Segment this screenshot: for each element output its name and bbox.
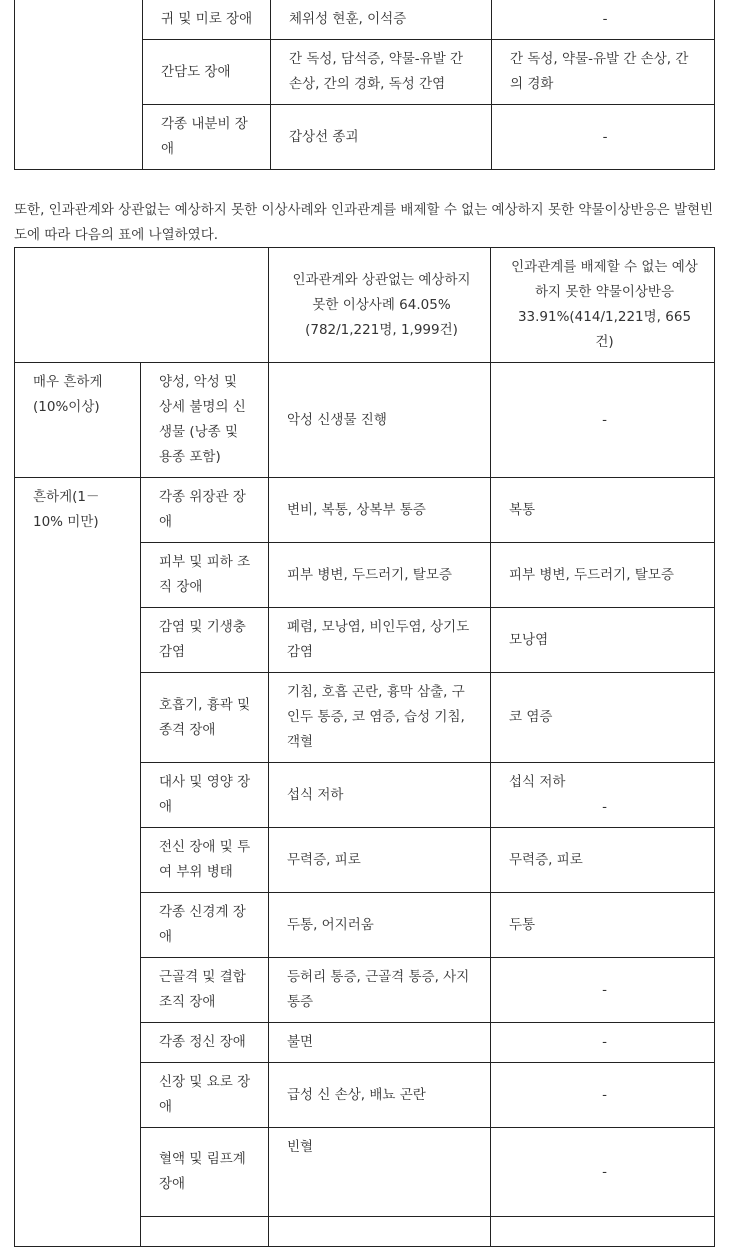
drug-reactions-cell: - [491,1063,715,1128]
drug-reactions-cell: 두통 [491,893,715,958]
category-cell: 각종 위장관 장애 [141,478,269,543]
category-cell: 양성, 악성 및 상세 불명의 신생물 (낭종 및 용종 포함) [141,363,269,478]
drug-reactions-cell: 복통 [491,478,715,543]
header-drug-reactions: 인과관계를 배제할 수 없는 예상하지 못한 약물이상반응 33.91%(414/1,221명, 665건) [491,248,715,363]
drug-reactions-cell: 코 염증 [491,673,715,763]
header-empty-cell [15,248,269,363]
category-cell: 전신 장애 및 투여 부위 병태 [141,828,269,893]
category-cell: 호흡기, 흉곽 및 종격 장애 [141,673,269,763]
frequency-very-common: 매우 흔하게 (10%이상) [15,363,141,478]
drug-reactions-cell [491,763,715,828]
category-cell: 각종 정신 장애 [141,1023,269,1063]
table-row [15,363,715,478]
table-row [15,478,715,543]
drug-reactions-cell: - [491,1128,715,1217]
unrelated-events-cell: 피부 병변, 두드러기, 탈모증 [269,543,491,608]
category-cell: 신장 및 요로 장애 [141,1063,269,1128]
category-cell: 간담도 장애 [143,40,271,105]
unrelated-events-cell: 급성 신 손상, 배뇨 곤란 [269,1063,491,1128]
category-cell: 귀 및 미로 장애 [143,0,271,40]
category-cell: 피부 및 피하 조직 장애 [141,543,269,608]
unrelated-events-cell: 등허리 통증, 근골격 통증, 사지 통증 [269,958,491,1023]
category-cell: 감염 및 기생충 감염 [141,608,269,673]
drug-reactions-cell: 무력증, 피로 [491,828,715,893]
unrelated-events-cell: 무력증, 피로 [269,828,491,893]
drug-reactions-cell: - [492,105,715,170]
unrelated-events-cell: 악성 신생물 진행 [269,363,491,478]
unrelated-events-cell: 섭식 저하 [269,763,491,828]
category-cell: 각종 신경계 장애 [141,893,269,958]
category-cell [269,1217,491,1247]
drug-reactions-cell: - [491,363,715,478]
drug-reactions-dash: - [602,799,607,815]
frequency-cell [15,0,143,170]
unrelated-events-cell: 기침, 호흡 곤란, 흉막 삼출, 구인두 통증, 코 염증, 습성 기침, 객혈 [269,673,491,763]
category-cell: 혈액 및 림프계 장애 [141,1128,269,1217]
drug-reactions-cell: - [491,958,715,1023]
adverse-events-table-continued [14,0,715,170]
unrelated-events-cell: 체위성 현훈, 이석증 [271,0,492,40]
table-row [15,0,715,40]
category-cell: 근골격 및 결합 조직 장애 [141,958,269,1023]
frequency-cell [141,1217,269,1247]
unrelated-events-cell: 갑상선 종괴 [271,105,492,170]
unrelated-events-cell: 불면 [269,1023,491,1063]
drug-reactions-cell: 모낭염 [491,608,715,673]
drug-reactions-cell: 간 독성, 약물-유발 간 손상, 간의 경화 [492,40,715,105]
unexpected-adverse-events-table [14,247,715,1247]
intro-paragraph: 또한, 인과관계와 상관없는 예상하지 못한 이상사례와 인과관계를 배제할 수 없는 예상하지 못한 약물이상반응은 발현빈도에 따라 다음의 표에 나열하였다. [14,202,714,243]
unrelated-events-cell: 두통, 어지러움 [269,893,491,958]
unrelated-events-cell [491,1217,715,1247]
unrelated-events-cell: 변비, 복통, 상복부 통증 [269,478,491,543]
drug-reactions-cell: - [492,0,715,40]
unrelated-events-cell: 빈혈 [269,1128,491,1217]
unrelated-events-cell: 폐렴, 모낭염, 비인두염, 상기도 감염 [269,608,491,673]
drug-reactions-text: 섭식 저하 [509,774,566,790]
category-cell: 대사 및 영양 장애 [141,763,269,828]
drug-reactions-cell: - [491,1023,715,1063]
frequency-common: 흔하게(1－10% 미만) [15,478,141,1247]
unrelated-events-cell: 간 독성, 담석증, 약물-유발 간 손상, 간의 경화, 독성 간염 [271,40,492,105]
header-unrelated-events: 인과관계와 상관없는 예상하지 못한 이상사례 64.05%(782/1,221명, 1,999건) [269,248,491,363]
category-cell: 각종 내분비 장애 [143,105,271,170]
drug-reactions-cell: 피부 병변, 두드러기, 탈모증 [491,543,715,608]
table-header-row [15,248,715,363]
